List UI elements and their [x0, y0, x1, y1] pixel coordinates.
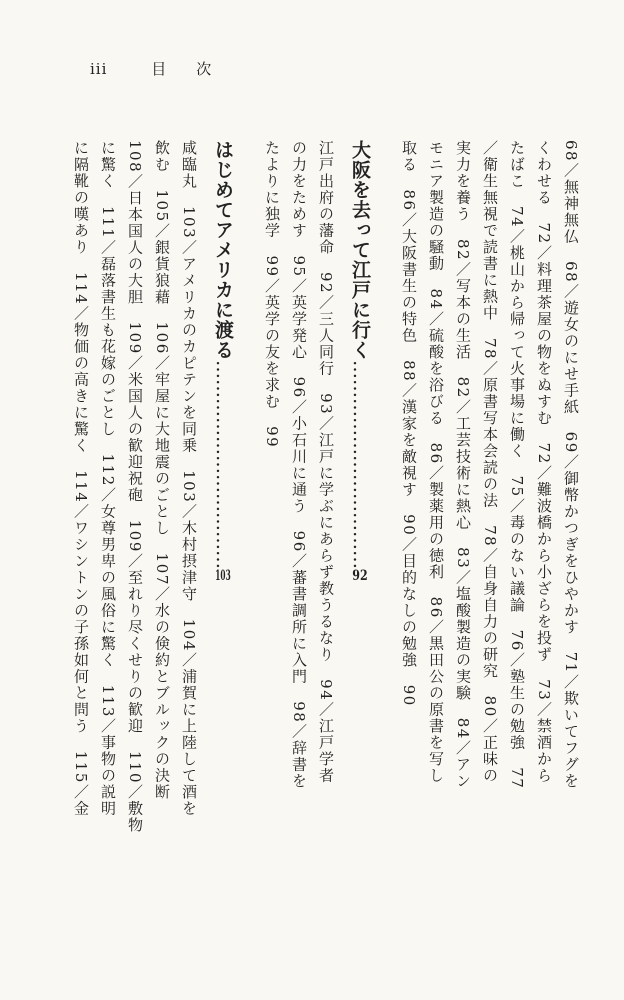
- chapter-title: はじめてアメリカに渡る: [212, 140, 234, 360]
- toc-line: に隔靴の嘆あり 114／物価の高きに驚く 114／ワシントンの子孫如何と問う 115／金: [72, 140, 90, 817]
- chapter-title: 大阪を去って江戸に行く: [349, 140, 371, 360]
- chapter-page-number: 92: [352, 569, 368, 583]
- toc-line: 咸臨丸 103／アメリカのカピテンを同乗 103／木村摂津守 104／浦賀に上陸して酒を: [180, 140, 198, 817]
- toc-line: ／衛生無視で読書に熱中 78／原書写本会読の法 78／自身自力の研究 80／正味の: [481, 140, 499, 784]
- running-head: [90, 58, 241, 79]
- toc-line: に驚く 111／磊落書生も花嫁のごとし 112／女尊男卑の風俗に驚く 113／事物の説明: [99, 140, 117, 817]
- toc-line: の力をためす 95／英学発心 96／小石川に通う 96／蕃書調所に入門 98／辞書を: [290, 140, 308, 790]
- chapter-heading: [206, 140, 240, 840]
- toc-body: [67, 140, 584, 840]
- toc-line: たばこ 74／桃山から帰って火事場に働く 75／毒のない議論 76／塾生の勉強 77: [508, 140, 526, 790]
- toc-line: 108／日本国人の大胆 109／米国人の歓迎祝砲 109／至れり尽くせりの歓迎 110／敷物: [126, 140, 144, 834]
- toc-line: 実力を養う 82／写本の生活 82／工芸技術に熱心 83／塩酸製造の実験 84／アン: [454, 140, 472, 790]
- chapter-heading: [343, 140, 377, 840]
- toc-line: 飲む 105／銀貨狼藉 106／牢屋に大地震のごとし 107／水の倹約とブルックの決断: [153, 140, 171, 801]
- toc-line: 68／無神無仏 68／遊女のにせ手紙 69／御幣かつぎをひやかす 71／欺いてフグを: [562, 140, 580, 790]
- running-title: 目次: [151, 60, 242, 78]
- toc-line: 江戸出府の藩命 92／三人同行 93／江戸に学ぶにあらず教うるなり 94／江戸学者: [317, 140, 335, 784]
- toc-line: モニア製造の騒動 84／硫酸を浴びる 86／製薬用の徳利 86／黒田公の原書を写し: [427, 140, 445, 784]
- dot-leader: ……………………………: [212, 360, 234, 569]
- page-number: iii: [90, 60, 108, 78]
- toc-line: たよりに独学 99／英学の友を求む 99: [263, 140, 281, 449]
- dot-leader: ……………………………: [349, 360, 371, 569]
- toc-line: くわせる 72／料理茶屋の物をぬすむ 72／難波橋から小ざらを投ず 73／禁酒から: [535, 140, 553, 784]
- chapter-page-number: 103: [215, 569, 231, 583]
- toc-line: 取る 86／大阪書生の特色 88／漢家を敵視す 90／目的なしの勉強 90: [400, 140, 418, 707]
